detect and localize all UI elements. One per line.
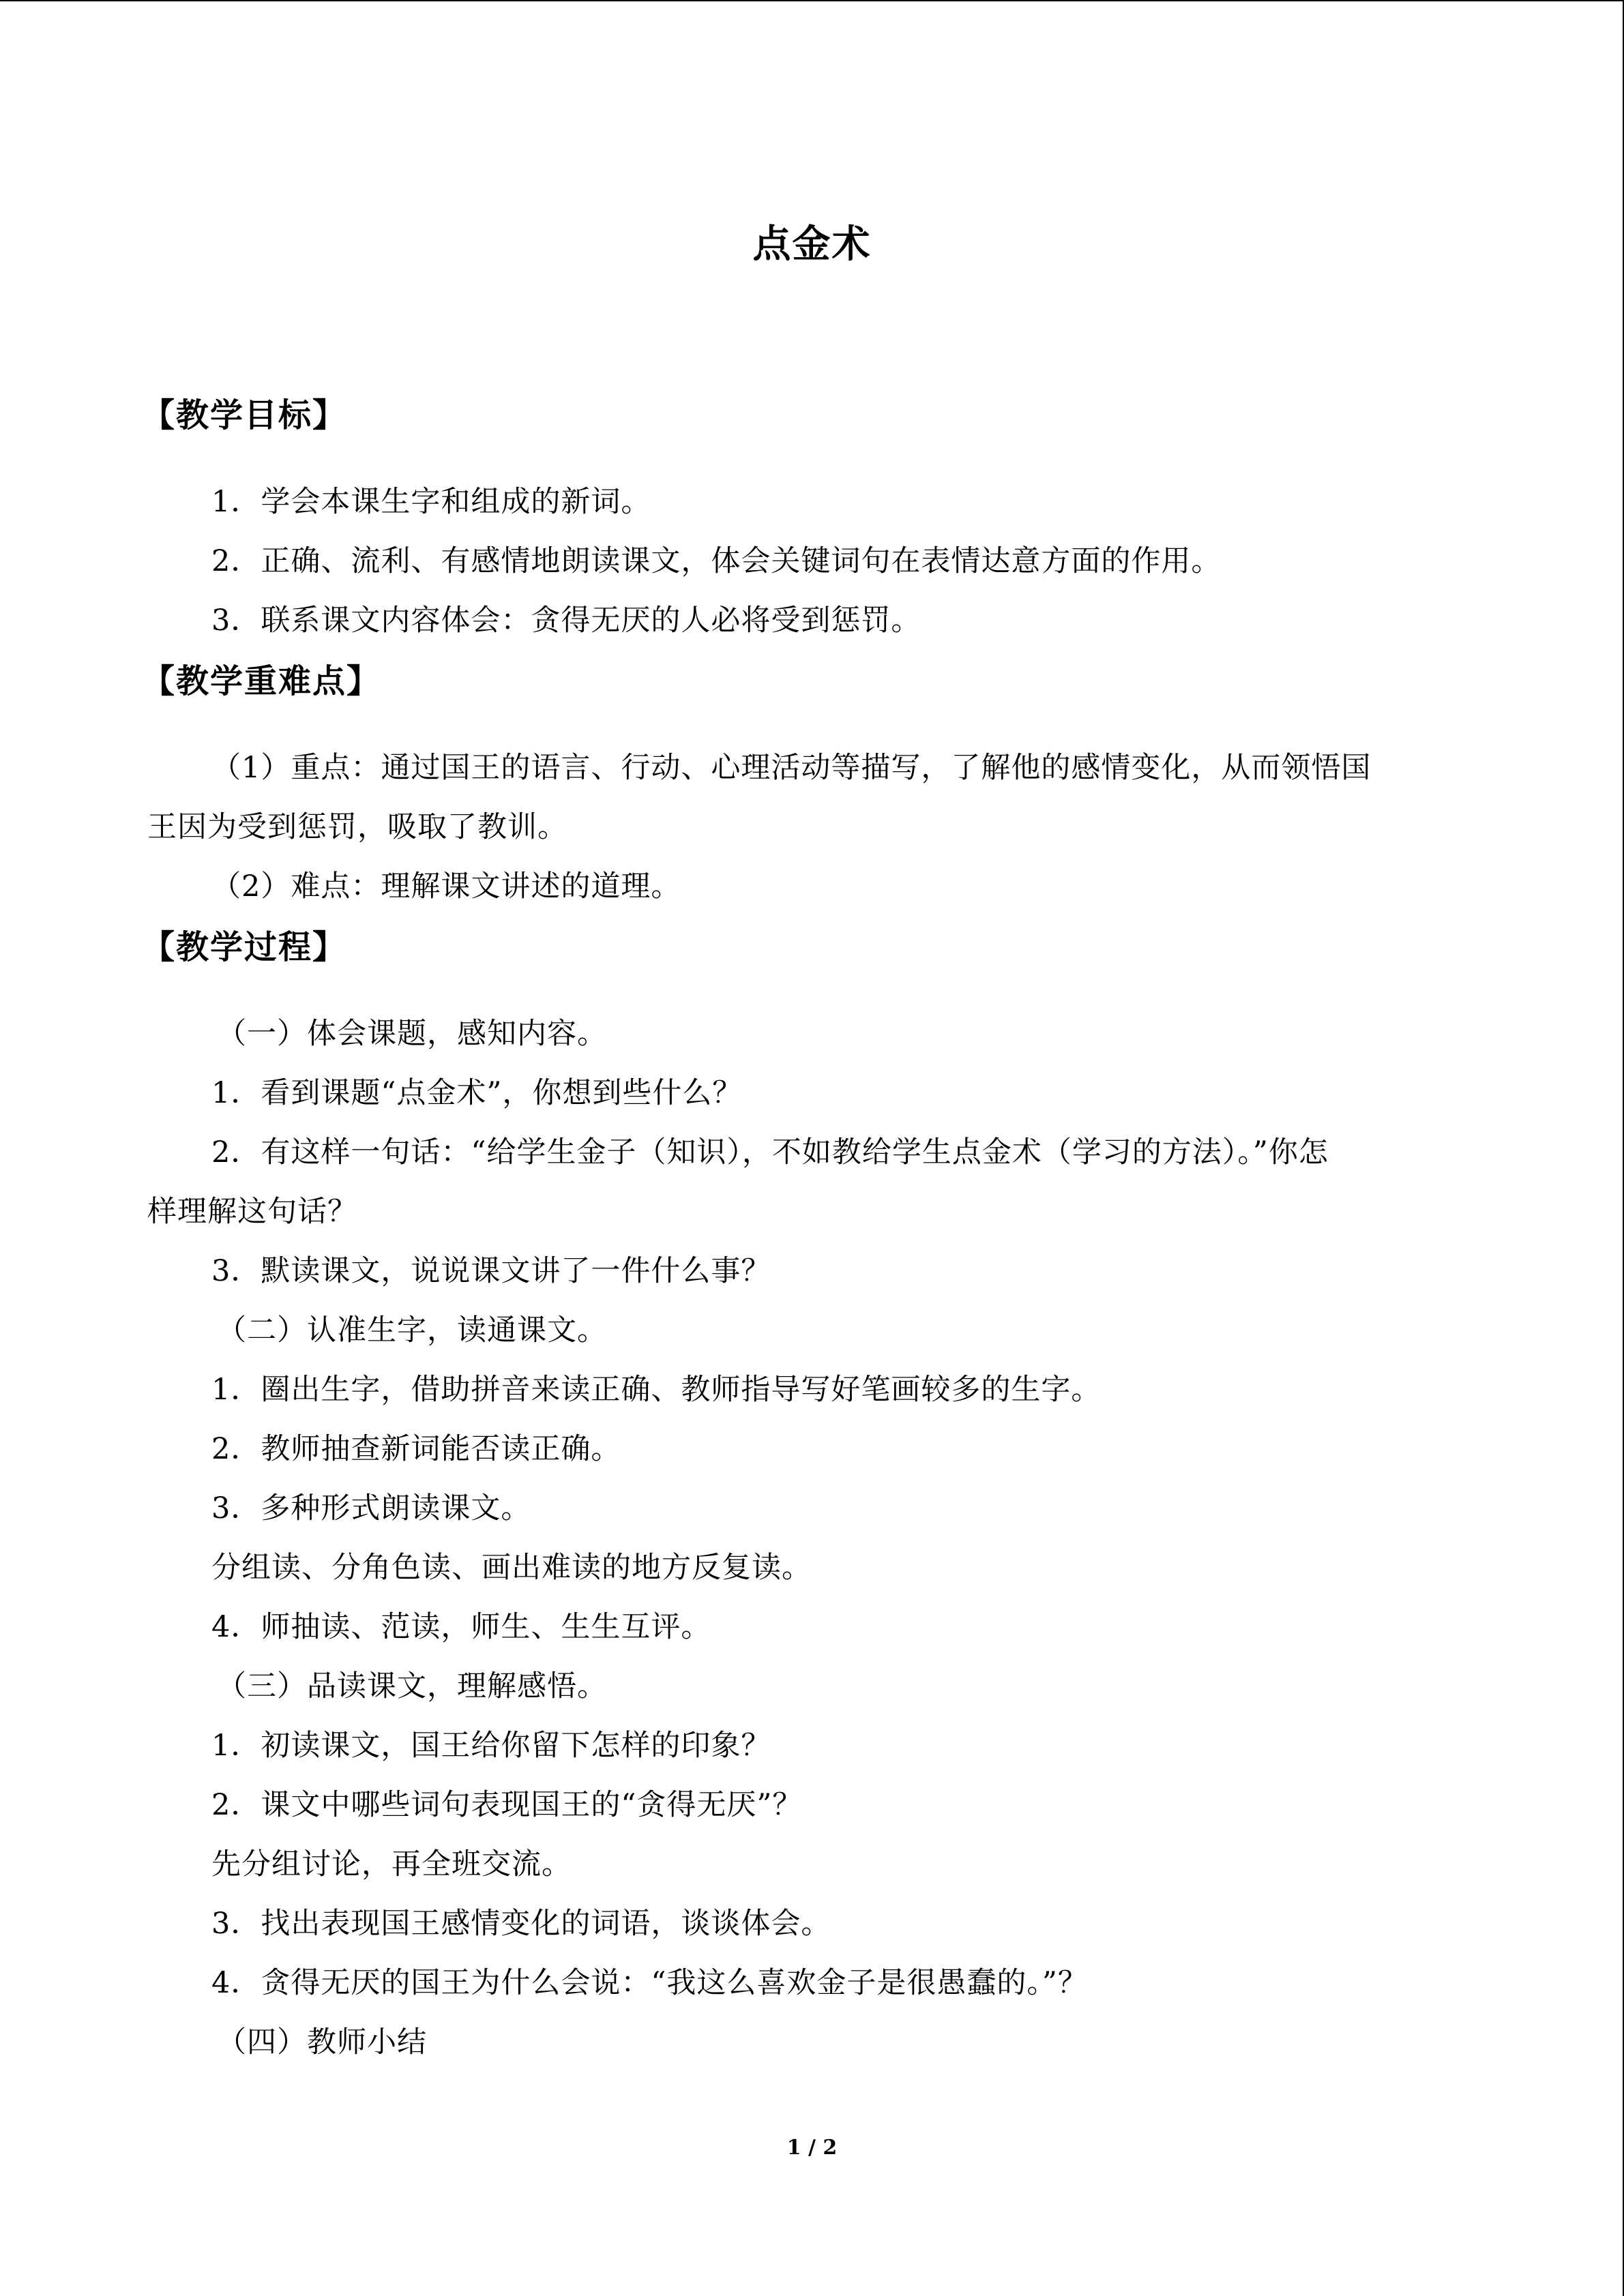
process-item: 2．课文中哪些词句表现国王的“贪得无厌”？ [211,1788,803,1822]
process-item: 分组读、分角色读、画出难读的地方反复读。 [211,1551,812,1585]
key-point-item: （2）难点：理解课文讲述的道理。 [211,869,681,904]
process-item: 4．贪得无厌的国王为什么会说：“我这么喜欢金子是很愚蠢的。”？ [211,1966,1088,2000]
objective-item: 3．联系课文内容体会：贪得无厌的人必将受到惩罚。 [211,603,921,638]
process-item: （一）体会课题，感知内容。 [217,1017,607,1051]
section-heading-process: 【教学过程】 [142,928,347,966]
process-item: 1．看到课题“点金术”，你想到些什么？ [211,1076,743,1110]
page-number: 1 / 2 [786,2136,838,2160]
process-item: 先分组讨论，再全班交流。 [211,1847,572,1881]
process-item: （二）认准生字，读通课文。 [217,1313,607,1347]
process-item: 1．圈出生字，借助拼音来读正确、教师指导写好笔画较多的生字。 [211,1373,1102,1407]
objective-item: 1．学会本课生字和组成的新词。 [211,485,651,519]
key-point-item: （1）重点：通过国王的语言、行动、心理活动等描写，了解他的感情变化，从而领悟国 [211,751,1372,785]
process-item: 4．师抽读、范读，师生、生生互评。 [211,1610,711,1644]
process-item: （三）品读课文，理解感悟。 [217,1669,607,1703]
section-heading-objectives: 【教学目标】 [142,396,347,434]
page-title: 点金术 [752,222,872,267]
process-item: 3．默读课文，说说课文讲了一件什么事？ [211,1254,771,1288]
process-item: 2．有这样一句话：“给学生金子（知识），不如教给学生点金术（学习的方法）。”你怎 [211,1135,1329,1169]
process-item: （四）教师小结 [217,2025,427,2059]
process-item: 3．多种形式朗读课文。 [211,1491,531,1525]
section-heading-key-points: 【教学重难点】 [142,662,381,700]
key-point-item: 王因为受到惩罚，吸取了教训。 [147,810,567,844]
objective-item: 2．正确、流利、有感情地朗读课文，体会关键词句在表情达意方面的作用。 [211,544,1222,578]
process-item: 1．初读课文，国王给你留下怎样的印象？ [211,1729,771,1763]
process-item: 3．找出表现国王感情变化的词语，谈谈体会。 [211,1907,831,1941]
process-item: 样理解这句话？ [147,1195,357,1229]
process-item: 2．教师抽查新词能否读正确。 [211,1432,621,1466]
